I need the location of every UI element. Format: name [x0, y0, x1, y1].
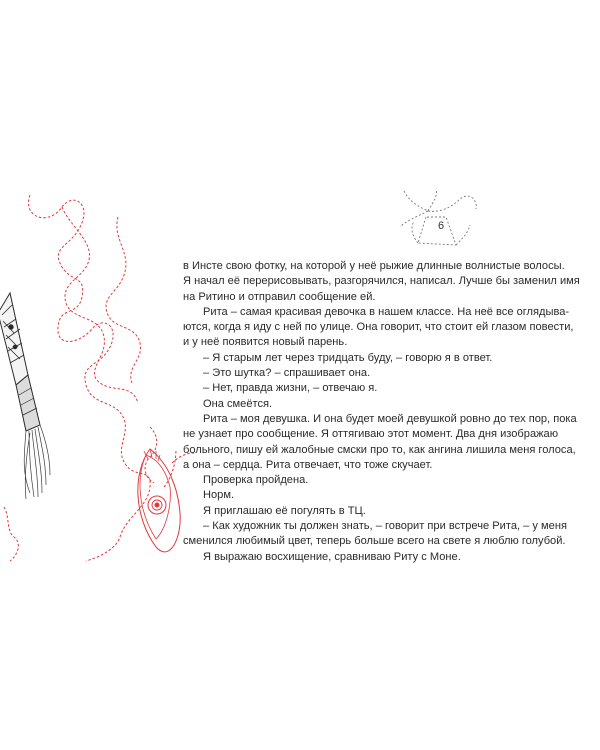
- book-page: [0, 187, 600, 565]
- text-line: а она – сердца. Рита отвечает, что тоже скучает.: [183, 458, 433, 471]
- text-line: на Ритино и отправил сообщение ей.: [183, 290, 376, 303]
- body-text: [183, 259, 580, 565]
- paintbrush: [0, 293, 50, 499]
- text-line: Я выражаю восхищение, сравниваю Риту с Моне.: [203, 550, 461, 563]
- text-line: в Инсте свою фотку, на которой у неё рыжие длинные волнистые волосы.: [183, 260, 565, 272]
- dotted-bow-sketch: [400, 189, 476, 245]
- text-line: Рита – моя девушка. И она будет моей девушкой ровно до тех пор, пока: [203, 412, 577, 425]
- text-line: ются, когда я иду с ней по улице. Она говорит, что стоит ей глазом повести,: [183, 321, 574, 334]
- text-line: Рита – самая красивая девочка в нашем классе. На неё все оглядыва-: [203, 305, 570, 318]
- text-line: больного, пишу ей жалобные смски про то, как ангина лишила меня голоса,: [183, 443, 576, 456]
- text-line: – Это шутка? – спрашивает она.: [203, 367, 371, 380]
- text-line: Я начал её перерисовывать, разгорячился, написал. Лучше бы заменил имя: [183, 275, 580, 288]
- text-line: Проверка пройдена.: [203, 474, 309, 487]
- page-number: 6: [437, 220, 445, 232]
- text-line: – Нет, правда жизни, – отвечаю я.: [203, 382, 378, 395]
- text-line: Норм.: [203, 489, 235, 502]
- text-line: Я приглашаю её погулять в ТЦ.: [203, 504, 366, 517]
- text-line: Она смеётся.: [203, 397, 273, 410]
- text-line: не узнает про сообщение. Я оттягиваю этот момент. Два дня изображаю: [183, 428, 559, 441]
- text-line: сменился любимый цвет, теперь больше всего на свете я люблю голубой.: [183, 535, 566, 548]
- text-line: и у неё появится новый парень.: [183, 336, 348, 349]
- text-line: – Как художник ты должен знать, – говорит при встрече Рита, – у меня: [203, 520, 567, 533]
- text-line: – Я старым лет через тридцать буду, – говорю я в ответ.: [203, 351, 493, 364]
